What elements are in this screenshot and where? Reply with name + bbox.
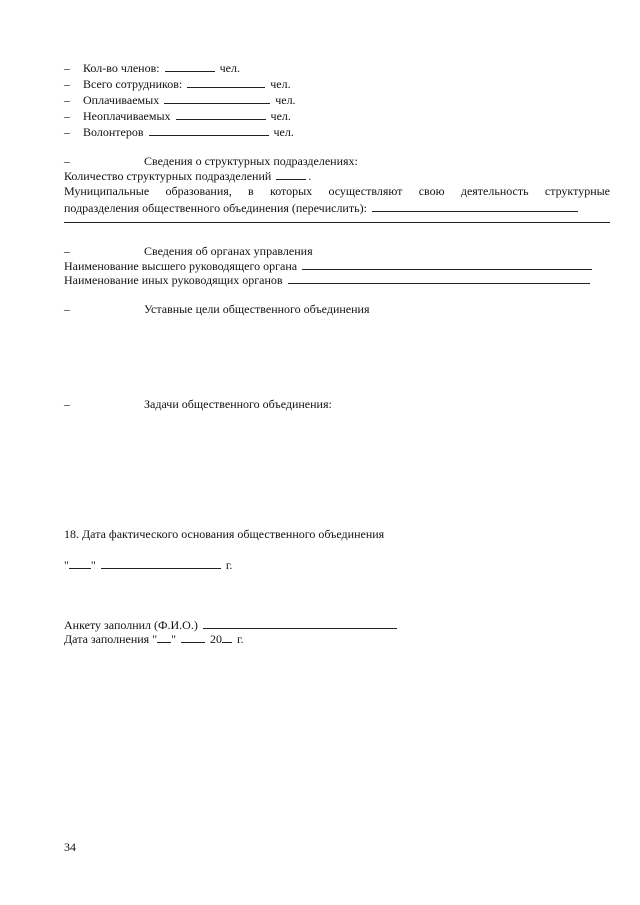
fill-day-field[interactable] (157, 631, 171, 643)
tasks-section-heading: – Задачи общественного объединения: (64, 397, 332, 411)
municipal-field-continuation[interactable] (64, 222, 610, 223)
municipal-text-line1: Муниципальные образования, в которых осуществляют свою деятельность структурные (64, 184, 610, 198)
paid-label: Оплачиваемых (83, 93, 160, 107)
founding-date-line: " " г. (64, 558, 233, 572)
volunteers-label: Волонтеров (83, 125, 144, 139)
unpaid-label: Неоплачиваемых (83, 109, 171, 123)
list-item: – Оплачиваемых чел. (64, 93, 296, 107)
list-item: – Волонтеров чел. (64, 125, 294, 139)
list-item: – Кол-во членов: чел. (64, 61, 240, 75)
employees-field[interactable] (187, 76, 265, 88)
structural-count-field[interactable] (276, 168, 306, 180)
fill-date-line: Дата заполнения " " 20 г. (64, 632, 244, 646)
top-body-field[interactable] (302, 258, 592, 270)
founding-month-field[interactable] (101, 557, 221, 569)
goals-section-heading: – Уставные цели общественного объединения (64, 302, 370, 316)
fill-month-field[interactable] (181, 631, 205, 643)
list-item: – Всего сотрудников: чел. (64, 77, 291, 91)
filled-by-field[interactable] (203, 617, 397, 629)
filled-by-line: Анкету заполнил (Ф.И.О.) (64, 617, 399, 632)
volunteers-field[interactable] (149, 124, 269, 136)
other-bodies-line: Наименование иных руководящих органов (64, 272, 592, 287)
employees-label: Всего сотрудников: (83, 77, 183, 91)
paid-field[interactable] (164, 92, 270, 104)
founding-day-field[interactable] (69, 557, 91, 569)
municipal-text-line2: подразделения общественного объединения (перечислить): (64, 200, 610, 215)
top-body-line: Наименование высшего руководящего органа (64, 258, 594, 273)
members-field[interactable] (165, 60, 215, 72)
municipal-field[interactable] (372, 200, 578, 212)
members-label: Кол-во членов: (83, 61, 160, 75)
list-item: – Неоплачиваемых чел. (64, 109, 291, 123)
structural-count-line: Количество структурных подразделений . (64, 169, 312, 183)
governance-section-heading: – Сведения об органах управления (64, 244, 313, 258)
unpaid-field[interactable] (176, 108, 266, 120)
fill-year-field[interactable] (222, 631, 232, 643)
structural-section-heading: – Сведения о структурных подразделениях: (64, 154, 358, 168)
other-bodies-field[interactable] (288, 272, 590, 284)
page-number: 34 (64, 840, 76, 854)
founding-heading: 18. Дата фактического основания общественного объединения (64, 527, 385, 541)
